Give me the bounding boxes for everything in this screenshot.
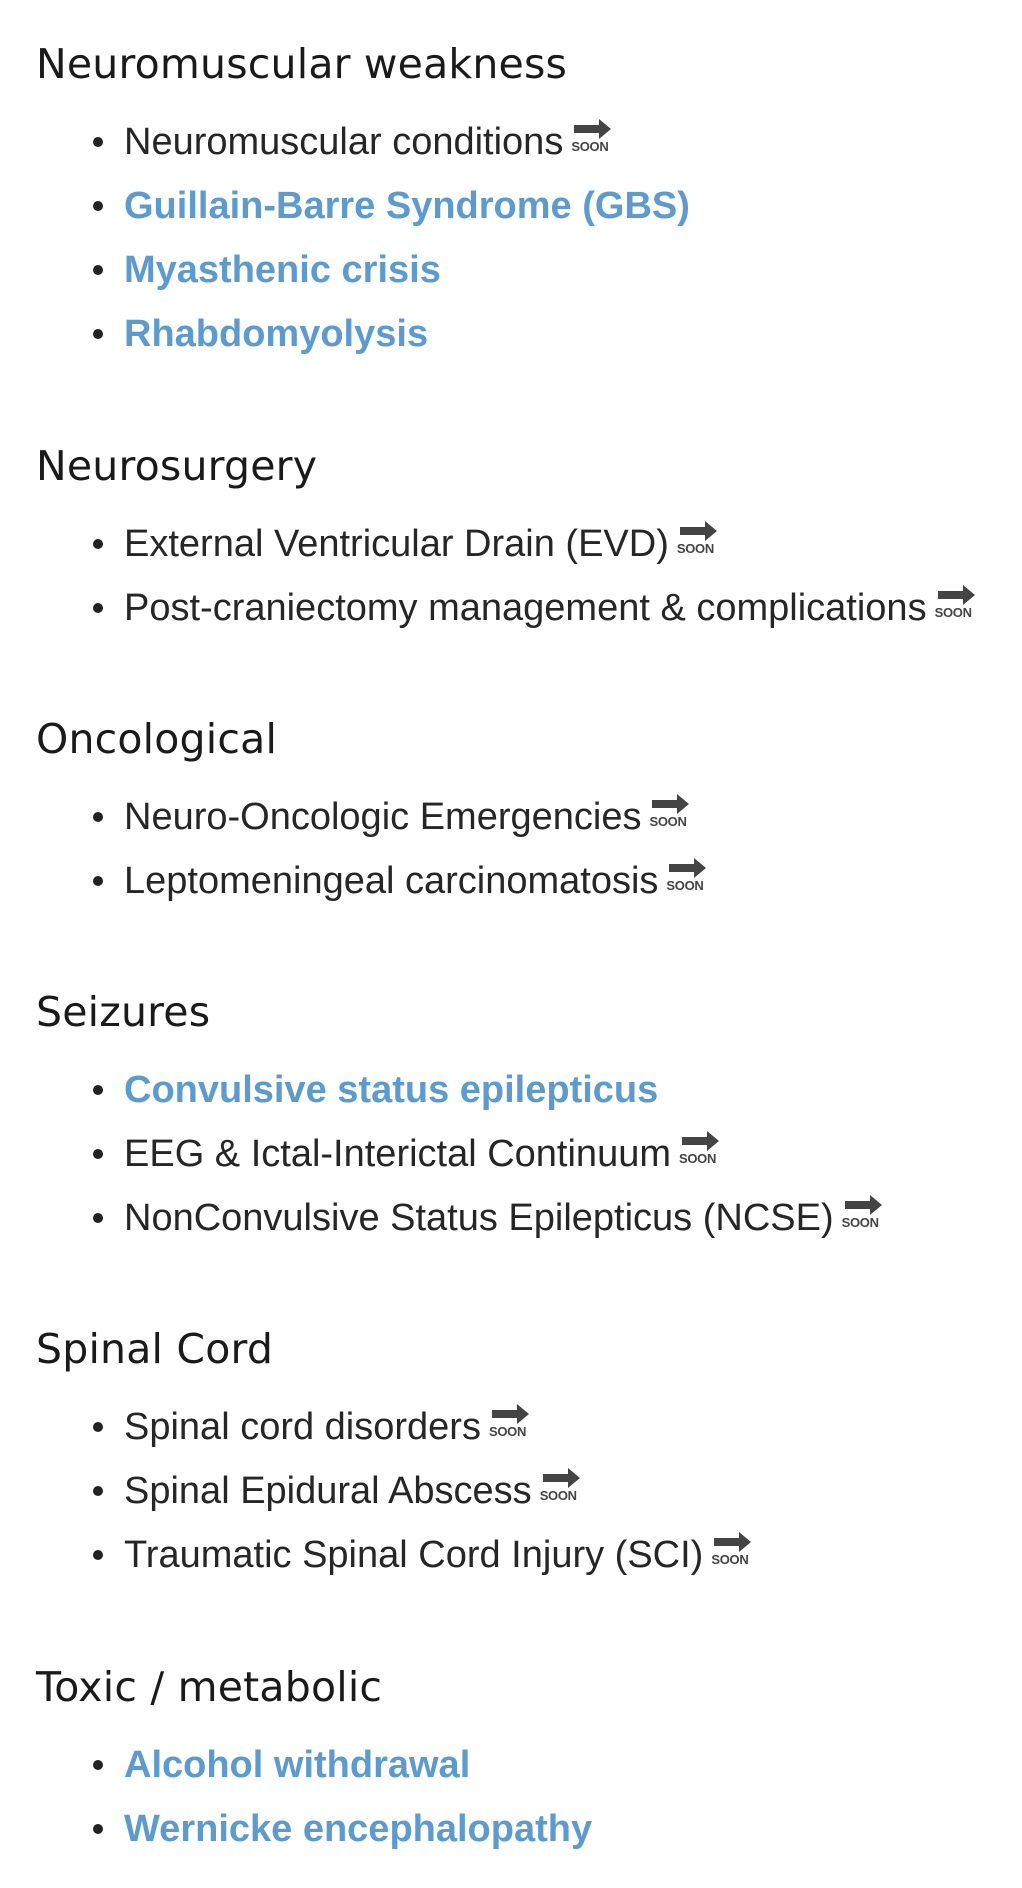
soon-label: SOON: [841, 1215, 879, 1230]
list-item[interactable]: [36, 1058, 1022, 1122]
arrow-right-icon: [668, 857, 708, 879]
list-item: [36, 1395, 1022, 1459]
soon-arrow-icon: [489, 1403, 533, 1443]
bullet-icon: [93, 539, 103, 549]
soon-label: SOON: [649, 814, 687, 829]
bullet-icon: [93, 876, 103, 886]
topic-label: Leptomeningeal carcinomatosis: [124, 860, 659, 902]
topic-label: Spinal cord disorders: [124, 1406, 481, 1448]
section-heading: Neuromuscular weakness: [36, 40, 568, 88]
soon-arrow-icon: [666, 857, 710, 897]
topic-link[interactable]: Alcohol withdrawal: [124, 1744, 471, 1786]
list-item[interactable]: [36, 1797, 1022, 1861]
bullet-icon: [93, 1760, 103, 1770]
soon-arrow-icon: [711, 1531, 755, 1571]
topic-label: External Ventricular Drain (EVD): [124, 523, 669, 565]
soon-arrow-icon: [935, 584, 979, 624]
section-spinal-cord: [36, 1315, 1022, 1587]
bullet-icon: [93, 1550, 103, 1560]
topic-list: [36, 512, 1022, 640]
section-toxic-metabolic: [36, 1653, 1022, 1861]
topic-link[interactable]: Myasthenic crisis: [124, 249, 441, 291]
bullet-icon: [93, 137, 103, 147]
bullet-icon: [93, 201, 103, 211]
topic-label: EEG & Ictal-Interictal Continuum: [124, 1133, 671, 1175]
bullet-icon: [93, 1085, 103, 1095]
section-oncological: [36, 705, 1022, 913]
list-item: [36, 1122, 1022, 1186]
list-item[interactable]: [36, 1733, 1022, 1797]
list-item: [36, 1459, 1022, 1523]
bullet-icon: [93, 1149, 103, 1159]
arrow-right-icon: [651, 793, 691, 815]
soon-arrow-icon: [540, 1467, 584, 1507]
topic-list: [36, 785, 1022, 913]
bullet-icon: [93, 1824, 103, 1834]
topic-label: Post-craniectomy management & complications: [124, 587, 927, 629]
topic-link[interactable]: Guillain-Barre Syndrome (GBS): [124, 185, 690, 227]
section-heading: Toxic / metabolic: [36, 1663, 383, 1711]
topic-label: Neuromuscular conditions: [124, 121, 564, 163]
soon-label: SOON: [488, 1424, 527, 1439]
list-item[interactable]: [36, 238, 1022, 302]
soon-arrow-icon: [679, 1130, 723, 1170]
bullet-icon: [93, 1422, 103, 1432]
soon-label: SOON: [539, 1488, 577, 1503]
bullet-icon: [93, 812, 103, 822]
topic-link[interactable]: Wernicke encephalopathy: [124, 1808, 593, 1850]
list-item: [36, 576, 1022, 640]
bullet-icon: [93, 265, 103, 275]
list-item: [36, 512, 1022, 576]
topic-label: Spinal Epidural Abscess: [124, 1470, 532, 1512]
section-heading: Seizures: [36, 988, 211, 1036]
topic-list: [36, 1395, 1022, 1587]
topic-list: [36, 1058, 1022, 1250]
soon-arrow-icon: [571, 118, 615, 158]
topic-label: Traumatic Spinal Cord Injury (SCI): [124, 1534, 704, 1576]
arrow-right-icon: [713, 1531, 753, 1553]
list-item: [36, 1523, 1022, 1587]
arrow-right-icon: [573, 118, 613, 140]
bullet-icon: [93, 329, 103, 339]
soon-label: SOON: [571, 139, 609, 154]
arrow-right-icon: [542, 1467, 582, 1489]
bullet-icon: [93, 1486, 103, 1496]
section-heading: Oncological: [36, 715, 278, 763]
topic-list: [36, 1733, 1022, 1861]
list-item[interactable]: [36, 174, 1022, 238]
section-neurosurgery: [36, 432, 1022, 640]
topic-link[interactable]: Convulsive status epilepticus: [124, 1069, 659, 1111]
soon-label: SOON: [679, 1151, 717, 1166]
arrow-right-icon: [844, 1194, 884, 1216]
bullet-icon: [93, 1213, 103, 1223]
topic-list: [36, 110, 1022, 366]
topic-link[interactable]: Rhabdomyolysis: [124, 313, 429, 355]
section-heading: Neurosurgery: [36, 442, 318, 490]
list-item: [36, 785, 1022, 849]
topic-label: NonConvulsive Status Epilepticus (NCSE): [124, 1197, 834, 1239]
soon-label: SOON: [711, 1552, 749, 1567]
soon-arrow-icon: [649, 793, 693, 833]
list-item[interactable]: [36, 302, 1022, 366]
topic-label: Neuro-Oncologic Emergencies: [124, 796, 642, 838]
section-heading: Spinal Cord: [36, 1325, 274, 1373]
arrow-right-icon: [679, 520, 719, 542]
section-seizures: [36, 978, 1022, 1250]
arrow-right-icon: [491, 1403, 531, 1425]
section-neuromuscular-weakness: [36, 30, 1022, 366]
list-item: [36, 849, 1022, 913]
soon-label: SOON: [676, 541, 714, 556]
list-item: [36, 110, 1022, 174]
list-item: [36, 1186, 1022, 1250]
soon-label: SOON: [666, 878, 704, 893]
bullet-icon: [93, 603, 103, 613]
arrow-right-icon: [937, 584, 977, 606]
arrow-right-icon: [681, 1130, 721, 1152]
soon-arrow-icon: [842, 1194, 886, 1234]
soon-label: SOON: [934, 605, 972, 620]
soon-arrow-icon: [677, 520, 721, 560]
